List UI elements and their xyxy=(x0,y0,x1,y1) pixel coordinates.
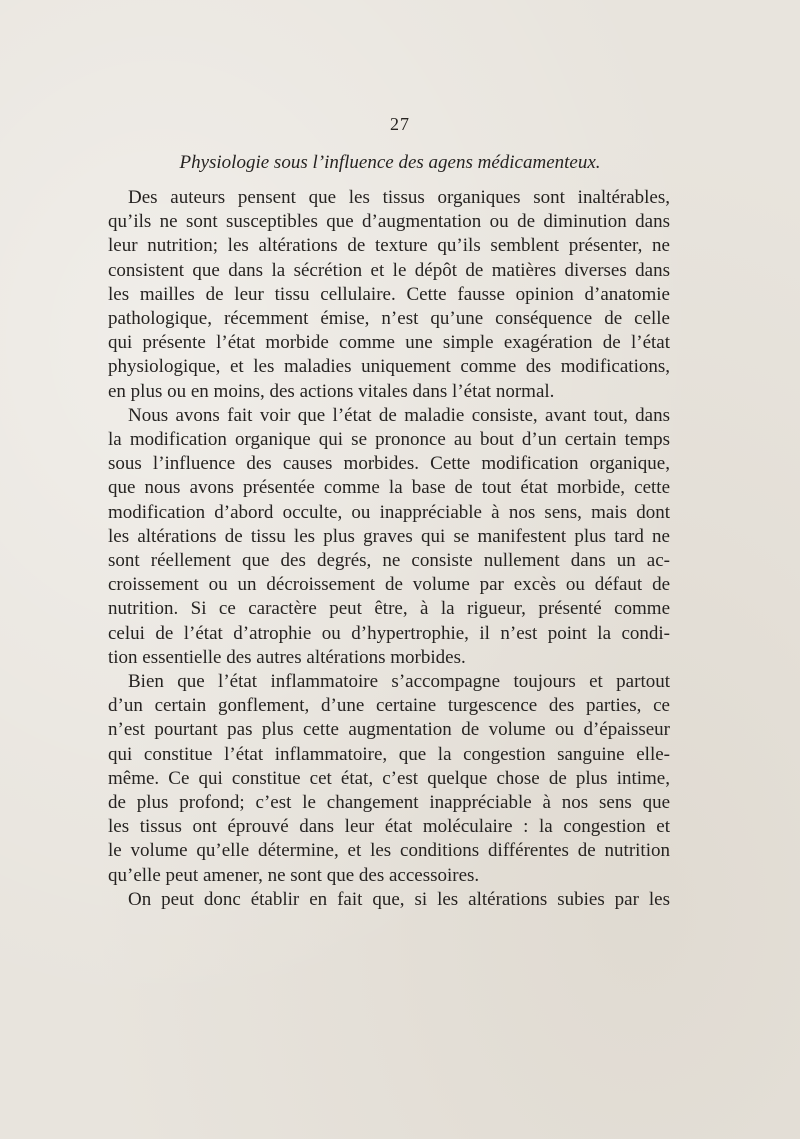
text-line: celui de l’état d’atrophie ou d’hypertrophie, il n’est point la condi- xyxy=(108,622,670,644)
text-line: On peut donc établir en fait que, si les altérations subies par les xyxy=(128,888,670,910)
text-line: consistent que dans la sécrétion et le dépôt de matières diverses dans xyxy=(108,259,670,281)
text-line: physiologique, et les maladies uniquement comme des modifications, xyxy=(108,356,670,378)
text-line: en plus ou en moins, des actions vitales dans l’état normal. xyxy=(108,380,555,402)
text-line: qu’elle peut amener, ne sont que des accessoires. xyxy=(108,864,480,886)
text-line: sous l’influence des causes morbides. Cette modification organique, xyxy=(108,453,670,475)
section-heading: Physiologie sous l’influence des agens médicamenteux. xyxy=(179,152,601,173)
text-line: de plus profond; c’est le changement inappréciable à nos sens que xyxy=(108,792,670,814)
body-text xyxy=(108,186,670,912)
text-line: Bien que l’état inflammatoire s’accompagne toujours et partout xyxy=(128,671,670,693)
text-line: qui constitue l’état inflammatoire, que la congestion sanguine elle- xyxy=(108,743,670,765)
text-line: modification d’abord occulte, ou inappréciable à nos sens, mais dont xyxy=(108,501,670,523)
text-line: la modification organique qui se prononce au bout d’un certain temps xyxy=(108,429,670,451)
text-line: pathologique, récemment émise, n’est qu’une conséquence de celle xyxy=(108,308,670,330)
text-line: sont réellement que des degrés, ne consiste nullement dans un ac- xyxy=(108,550,670,572)
text-line: que nous avons présentée comme la base de tout état morbide, cette xyxy=(108,477,670,499)
page-number: 27 xyxy=(390,114,410,134)
text-line: tion essentielle des autres altérations morbides. xyxy=(108,646,466,668)
text-line: qui présente l’état morbide comme une simple exagération de l’état xyxy=(108,332,670,354)
text-line: les tissus ont éprouvé dans leur état moléculaire : la congestion et xyxy=(108,816,670,838)
text-line: leur nutrition; les altérations de texture qu’ils semblent présenter, ne xyxy=(108,235,670,257)
text-line: le volume qu’elle détermine, et les conditions différentes de nutrition xyxy=(108,840,670,862)
text-line: n’est pourtant pas plus cette augmentation de volume ou d’épaisseur xyxy=(108,719,670,741)
text-line: les altérations de tissu les plus graves qui se manifestent plus tard ne xyxy=(108,525,670,547)
text-line: Nous avons fait voir que l’état de maladie consiste, avant tout, dans xyxy=(128,404,670,426)
text-line: Des auteurs pensent que les tissus organiques sont inaltérables, xyxy=(128,187,670,208)
text-line: les mailles de leur tissu cellulaire. Cette fausse opinion d’anatomie xyxy=(108,283,670,305)
text-line: nutrition. Si ce caractère peut être, à la rigueur, présenté comme xyxy=(108,598,670,620)
text-line: croissement ou un décroissement de volume par excès ou défaut de xyxy=(108,574,670,596)
text-line: même. Ce qui constitue cet état, c’est quelque chose de plus intime, xyxy=(108,767,670,789)
text-line: qu’ils ne sont susceptibles que d’augmentation ou de diminution dans xyxy=(108,211,670,233)
text-line: d’un certain gonflement, d’une certaine turgescence des parties, ce xyxy=(108,695,670,717)
